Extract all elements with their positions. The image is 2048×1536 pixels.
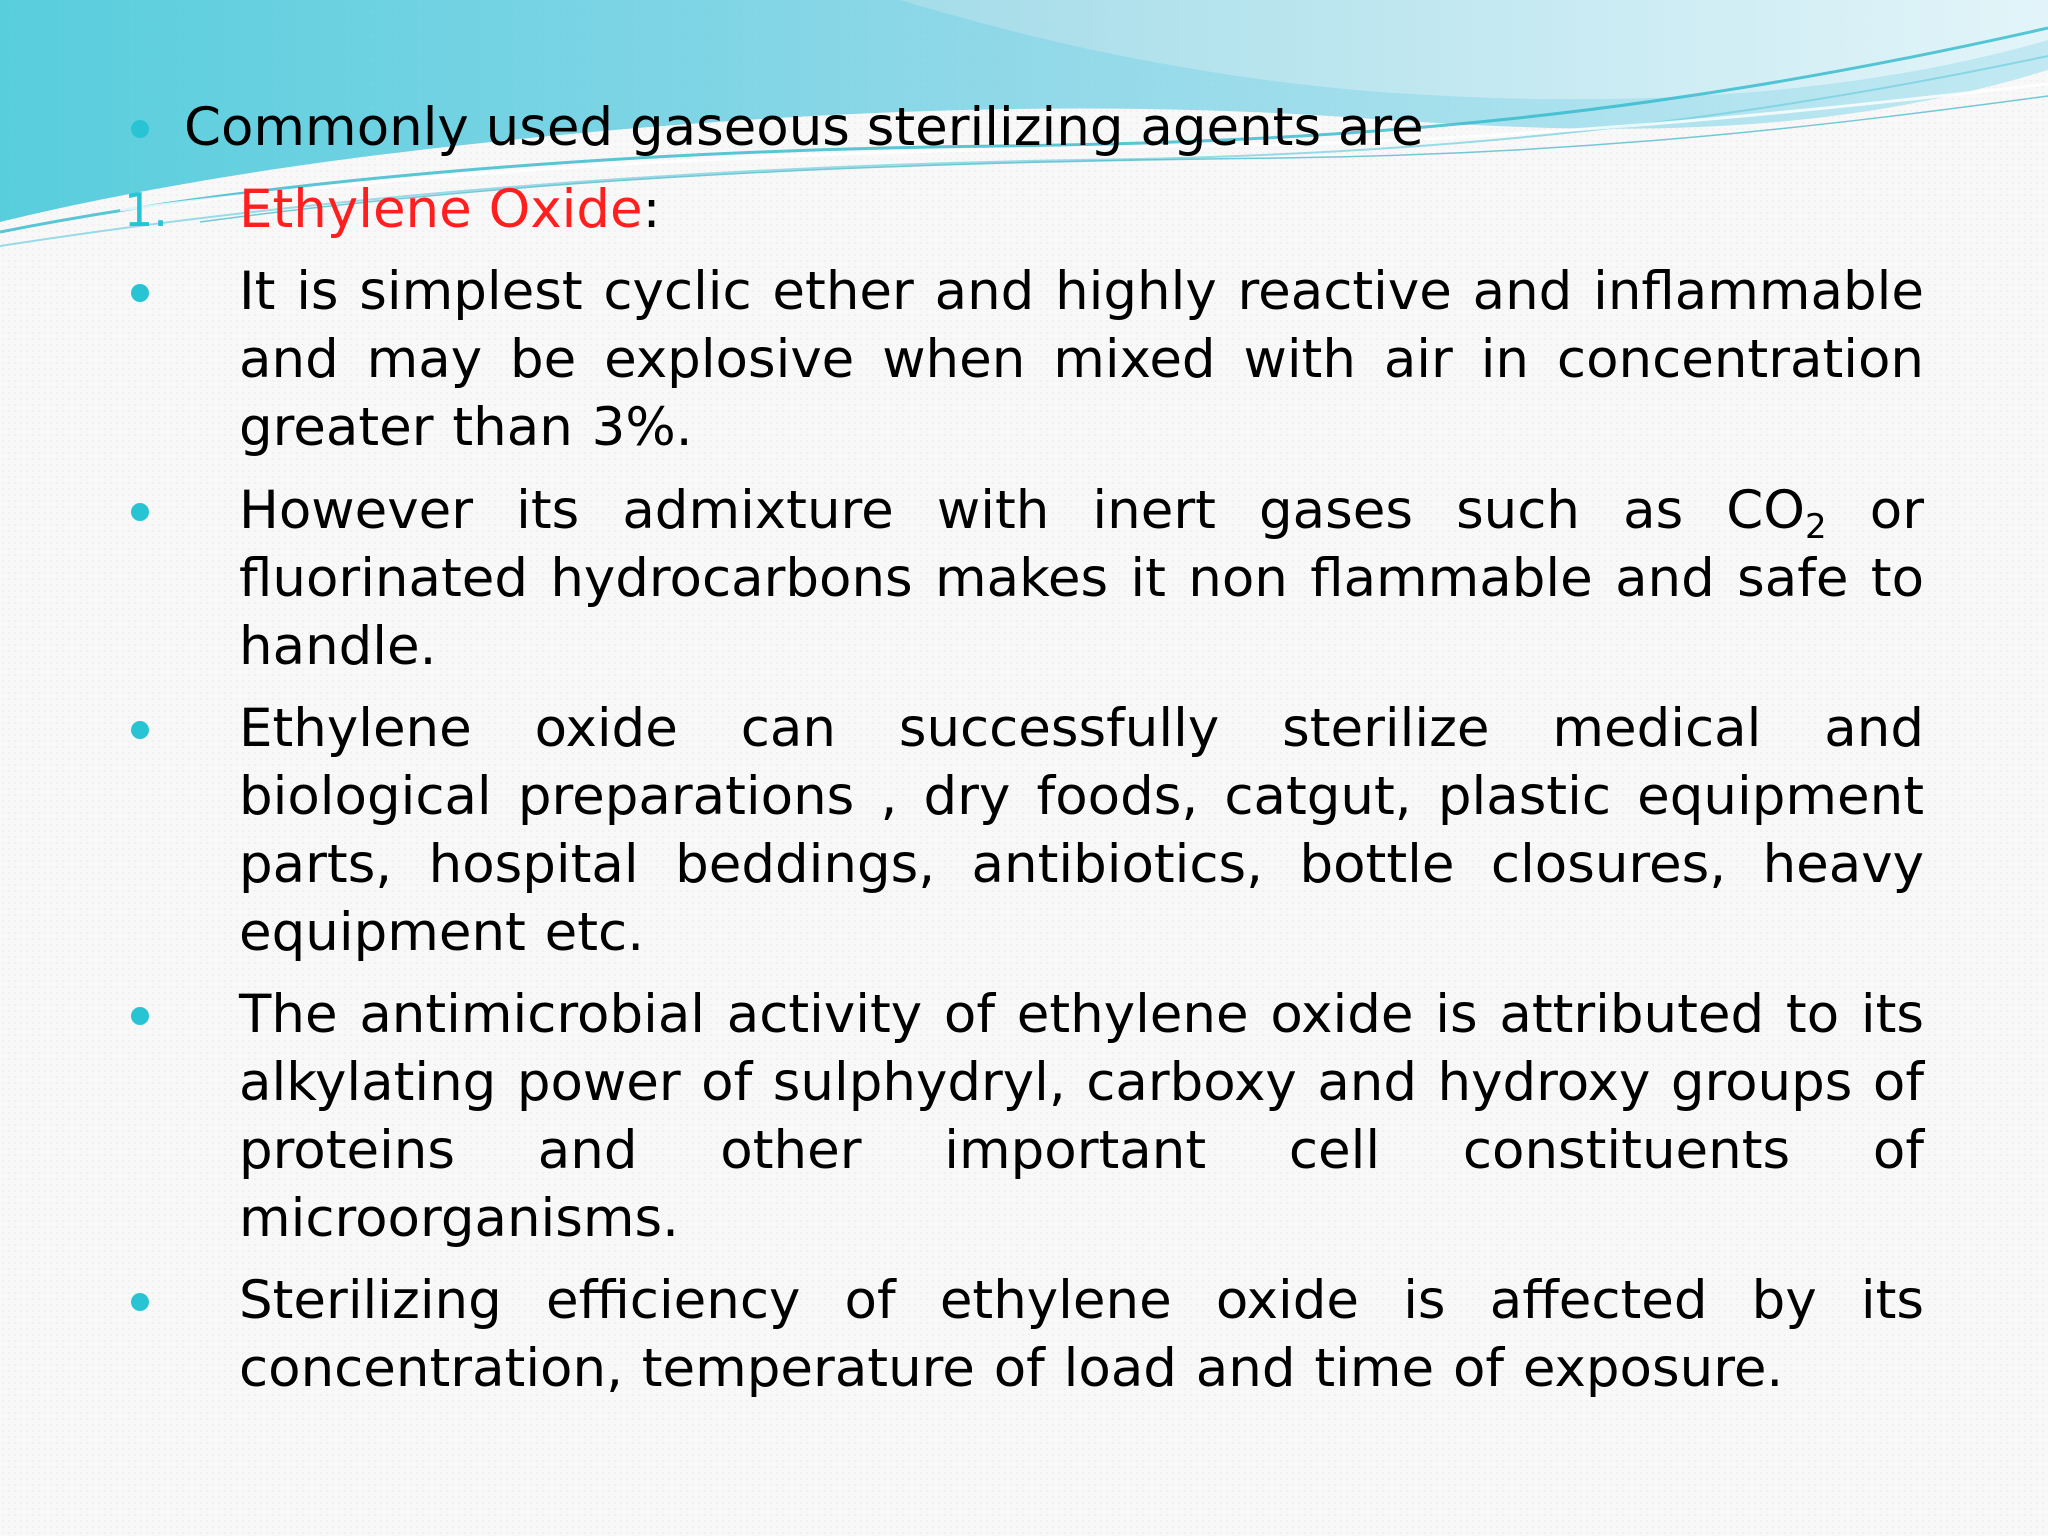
bullet-icon <box>131 503 149 521</box>
section-heading <box>239 176 661 244</box>
bullet-icon <box>131 284 149 302</box>
point-text: Sterilizing efficiency of ethylene oxide is affected by its concentration, temperature of load and time of exposure. <box>239 1270 1924 1399</box>
subscript: 2 <box>1805 507 1827 547</box>
point-text: It is simplest cyclic ether and highly reactive and inflammable and may be explosive when mixed with air in concentration greater than 3%. <box>239 261 1924 458</box>
point-text-part: However its admixture with inert gases such as CO <box>239 480 1806 541</box>
bullet-icon <box>131 1293 149 1311</box>
bullet-icon <box>131 1007 149 1025</box>
intro-text: Commonly used gaseous sterilizing agents are <box>184 97 1424 158</box>
point-text: The antimicrobial activity of ethylene oxide is attributed to its alkylating power of sulphydryl, carboxy and hydroxy groups of proteins and other important cell constituents of microorganisms. <box>239 984 1924 1249</box>
bullet-icon <box>131 721 149 739</box>
heading-colon: : <box>642 179 661 240</box>
point-text: Ethylene oxide can successfully sterilize medical and biological preparations , dry foods, catgut, plastic equipment parts, hospital beddings, antibiotics, bottle closures, heavy equipment etc. <box>239 698 1924 963</box>
point-text-part: or fluorinated hydrocarbons makes it non flammable and safe to handle. <box>239 480 1924 677</box>
point-text <box>239 477 1924 681</box>
list-number: 1. <box>124 183 168 237</box>
heading-title: Ethylene Oxide <box>239 179 643 240</box>
bullet-icon <box>131 120 149 138</box>
